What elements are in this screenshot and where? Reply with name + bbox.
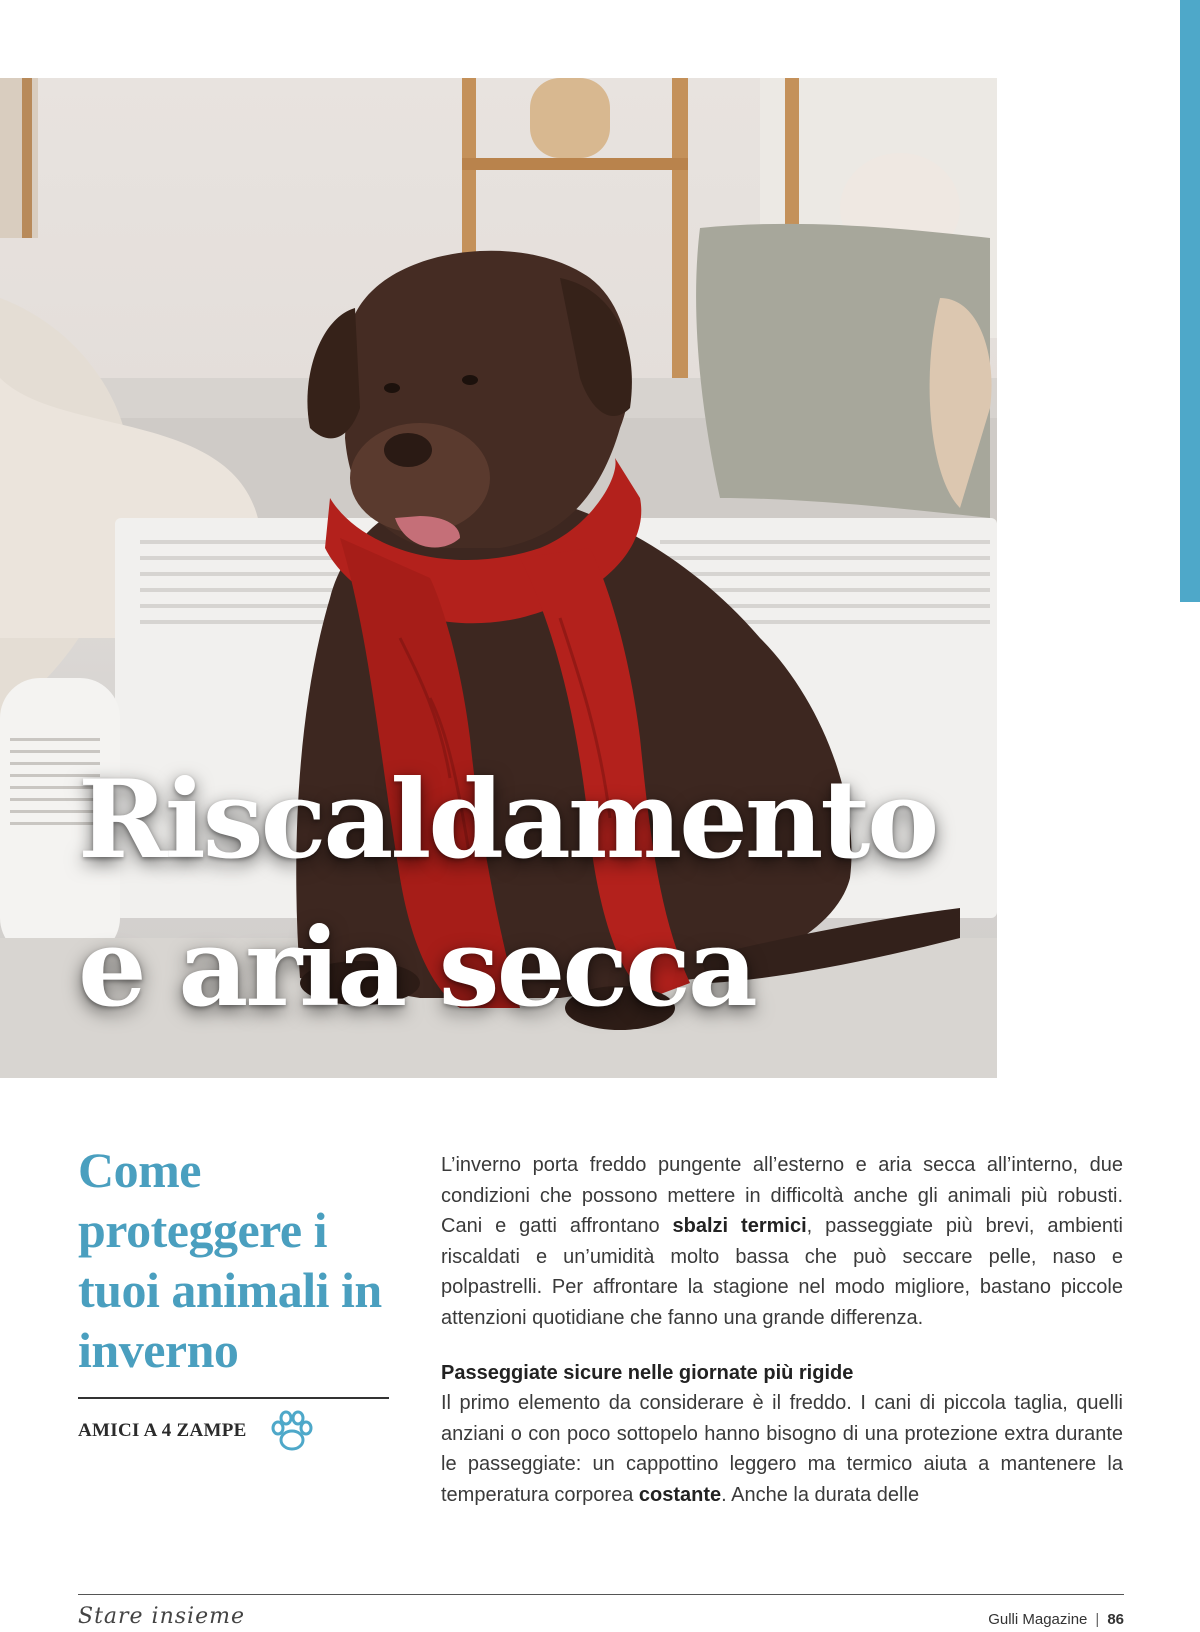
intro-text-2: , passeggiate più brevi, ambienti riscaldati e un’umidità molto bassa che può seccare pelle, naso e polpastrelli. Per affrontare la stagione nel modo migliore, bastano piccole attenzioni quotidiane che fanno una grande differenza.	[441, 1215, 1124, 1329]
intro-text-1: L’inverno porta freddo pungente all’esterno e aria secca all’interno, due condizioni che possono mettere in difficoltà anche gli animali più robusti. Cani e gatti affrontano	[441, 1154, 1123, 1237]
footer-separator: |	[1095, 1611, 1100, 1628]
hero-title-line1: Riscaldamento	[78, 757, 937, 883]
divider	[78, 1397, 389, 1399]
intro-paragraph	[441, 1150, 1123, 1333]
footer-divider	[78, 1594, 1124, 1595]
footer-page-info	[988, 1611, 1124, 1628]
page-number: 86	[1107, 1611, 1124, 1628]
side-color-tab	[1180, 0, 1200, 602]
magazine-name: Gulli Magazine	[988, 1611, 1088, 1628]
para2-bold: costante	[638, 1483, 722, 1506]
second-paragraph	[441, 1388, 1123, 1510]
section-heading: Passeggiate sicure nelle giornate più rigide	[441, 1362, 854, 1384]
article-subtitle: Come proteggere i tuoi animali in inverno	[78, 1142, 382, 1378]
para2-text-2: . Anche la durata delle	[721, 1483, 920, 1506]
paw-icon	[265, 1404, 319, 1458]
intro-bold: sbalzi termici	[672, 1215, 807, 1237]
footer-section-name: Stare insieme	[78, 1604, 245, 1629]
para2-text-1: Il primo elemento da considerare è il freddo. I cani di piccola taglia, quelli anziani o con poco sottopelo hanno bisogno di una protezione extra durante le passeggiate: un cappottino leggero ma termico aiuta a mantenere la temperatura corporea	[441, 1392, 1123, 1506]
article-body	[441, 1150, 1123, 1510]
hero-photo	[0, 78, 997, 1078]
hero-title-line2: e aria secca	[78, 905, 755, 1031]
hero-title	[78, 746, 978, 1042]
section-label: AMICI A 4 ZAMPE	[78, 1420, 247, 1441]
